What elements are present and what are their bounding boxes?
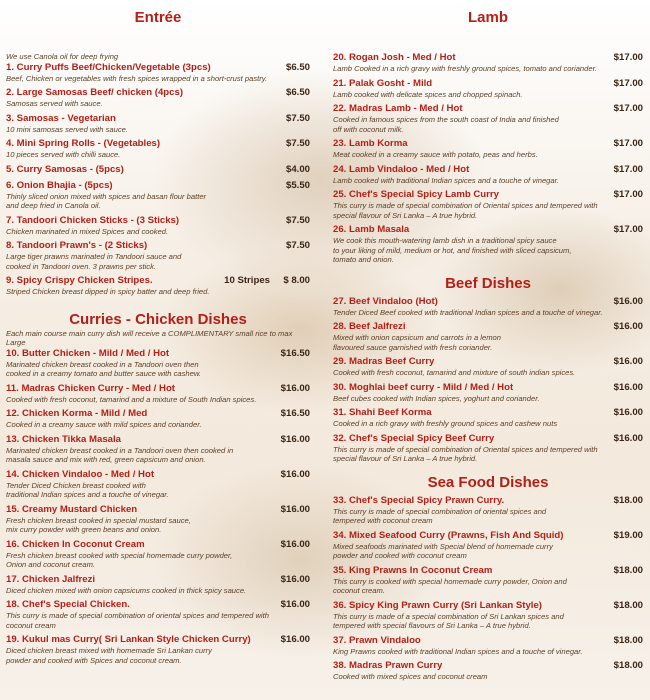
item-name: 15. Creamy Mustard Chicken bbox=[6, 503, 138, 515]
item-description: flavoured sauce garnished with fresh coriander. bbox=[333, 342, 493, 352]
item-description: Cooked with fresh coconut, tamarind and a mixture of South Indian spices. bbox=[6, 394, 257, 404]
menu-item bbox=[6, 504, 310, 535]
item-price: $16.00 bbox=[613, 321, 643, 332]
menu-item bbox=[6, 599, 310, 630]
item-name: 30. Moghlai beef curry - Mild / Med / Hot bbox=[333, 381, 514, 393]
item-description: Striped Chicken breast dipped in spicy batter and deep fried. bbox=[6, 287, 210, 296]
item-description: 10 pieces served with chilli sauce. bbox=[6, 150, 121, 159]
left-column bbox=[6, 0, 310, 665]
item-description: 10 mini samosas served with sauce. bbox=[6, 124, 128, 134]
item-price: $16.00 bbox=[613, 356, 643, 367]
item-price: $18.00 bbox=[613, 599, 643, 611]
beef-list bbox=[333, 296, 643, 464]
item-description: Diced chicken breast mixed with homemade Sri Lankan curry bbox=[6, 646, 212, 655]
item-price: $16.00 bbox=[280, 503, 310, 515]
menu-item bbox=[333, 495, 643, 526]
item-description: tempered with special flavours of Sri Lanka – A true hybrid. bbox=[333, 621, 531, 630]
item-price: $16.00 bbox=[280, 599, 310, 610]
menu-item bbox=[6, 215, 310, 237]
item-name: 9. Spicy Crispy Chicken Stripes. bbox=[6, 275, 153, 286]
item-description: Lamb Cooked in a rich gravy with freshly ground spices, tomato and coriander. bbox=[333, 64, 597, 73]
menu-item bbox=[6, 383, 310, 405]
item-description: special flavour of Sri Lanka – A true hybrid. bbox=[333, 210, 478, 220]
item-price: $16.00 bbox=[280, 538, 310, 550]
item-description: Tender Diced Chicken breast cooked with bbox=[6, 480, 146, 490]
item-description: Onion and coconut cream. bbox=[6, 560, 96, 569]
item-price: $7.50 bbox=[285, 112, 310, 124]
lamb-heading: Lamb bbox=[467, 9, 508, 26]
item-description: and deep fried in Canola oil. bbox=[6, 201, 101, 210]
item-name: 14. Chicken Vindaloo - Med / Hot bbox=[6, 468, 155, 480]
item-price: $17.00 bbox=[613, 189, 643, 200]
item-price: $18.00 bbox=[613, 494, 643, 506]
item-description: Mixed seafoods marinated with Special blend of homemade curry bbox=[333, 541, 553, 551]
menu-item bbox=[333, 189, 643, 220]
item-price: $16.00 bbox=[280, 573, 310, 585]
item-price: $16.00 bbox=[613, 381, 643, 393]
item-description: This curry is made of a special combination of Sri Lankan spices and bbox=[333, 611, 564, 621]
item-price: $17.00 bbox=[613, 103, 643, 114]
item-name: 21. Palak Gosht - Mild bbox=[333, 77, 433, 89]
item-price: $16.00 bbox=[280, 634, 310, 645]
menu-item bbox=[333, 530, 643, 561]
item-description: Beef, Chicken or vegetables with fresh spices wrapped in a short-crust pastry. bbox=[6, 73, 268, 83]
item-description: off with coconut milk. bbox=[333, 124, 404, 134]
item-price: $4.00 bbox=[285, 163, 310, 175]
item-description: This curry is cooked with special homemade curry powder, Onion and bbox=[333, 576, 567, 586]
item-name: 27. Beef Vindaloo (Hot) bbox=[333, 295, 438, 307]
curries-heading: Curries - Chicken Dishes bbox=[69, 310, 247, 328]
item-price: $7.50 bbox=[285, 240, 310, 251]
menu-item bbox=[333, 52, 643, 74]
item-name: 2. Large Samosas Beef/ chicken (4pcs) bbox=[6, 87, 184, 98]
item-price: $16.00 bbox=[613, 295, 643, 307]
item-name: 17. Chicken Jalfrezi bbox=[6, 573, 96, 585]
item-name: 19. Kukul mas Curry( Sri Lankan Style Chicken Curry) bbox=[6, 634, 251, 645]
item-description: powder and cooked with Spices and coconut cream. bbox=[6, 655, 182, 665]
item-price: $17.00 bbox=[613, 52, 643, 63]
menu-item bbox=[6, 469, 310, 500]
item-price: $17.00 bbox=[613, 77, 643, 89]
item-price: $7.50 bbox=[285, 214, 310, 226]
item-description: Fresh chicken breast cooked in special mustard sauce, bbox=[6, 515, 191, 525]
menu-item bbox=[6, 240, 310, 271]
item-name: 26. Lamb Masala bbox=[333, 224, 410, 235]
item-price: $18.00 bbox=[613, 660, 643, 671]
item-description: cooked in a creamy tomato and butter sauce with cashew. bbox=[6, 369, 202, 378]
item-description: traditional Indian spices and a touche of vinegar. bbox=[6, 490, 169, 499]
item-price: $18.00 bbox=[613, 564, 643, 576]
lamb-list bbox=[333, 52, 643, 265]
beef-heading: Beef Dishes bbox=[445, 274, 531, 292]
item-description: Cooked with fresh coconut, tamarind and mixture of south indian spices. bbox=[333, 368, 576, 377]
item-price: $6.50 bbox=[285, 61, 310, 73]
item-name: 5. Curry Samosas - (5pcs) bbox=[6, 163, 124, 175]
item-description: Large tiger prawns marinated in Tandoori sauce and bbox=[6, 252, 182, 261]
right-column bbox=[333, 0, 643, 682]
menu-item bbox=[6, 539, 310, 570]
menu-item bbox=[333, 164, 643, 186]
item-name: 32. Chef's Special Spicy Beef Curry bbox=[333, 432, 495, 444]
item-description: This curry is made of special combination of Oriental spices and tempered with bbox=[333, 201, 598, 210]
item-name: 4. Mini Spring Rolls - (Vegetables) bbox=[6, 138, 161, 149]
item-description: Fresh chicken breast cooked with special homemade curry powder, bbox=[6, 550, 233, 560]
menu-item bbox=[6, 62, 310, 84]
menu-item bbox=[333, 433, 643, 464]
item-name: 16. Chicken In Coconut Cream bbox=[6, 538, 145, 550]
menu-item bbox=[333, 407, 643, 429]
menu-item bbox=[333, 382, 643, 404]
item-name: 6. Onion Bhajia - (5pcs) bbox=[6, 179, 113, 191]
item-description: Lamb cooked with delicate spices and chopped spinach. bbox=[333, 89, 523, 99]
menu-item bbox=[333, 103, 643, 134]
item-description: Cooked in a creamy sauce with mild spices and coriander. bbox=[6, 420, 202, 429]
item-description: This curry is made of special combination of oriental spices and tempered with bbox=[6, 611, 269, 620]
entree-list bbox=[6, 62, 310, 297]
item-price: $5.50 bbox=[285, 179, 310, 191]
menu-item bbox=[333, 296, 643, 318]
menu-item bbox=[333, 660, 643, 682]
item-description: King Prawns cooked with traditional Indian spices and a touche of vinegar. bbox=[333, 646, 583, 656]
item-description: Cooked with mixed spices and coconut cream bbox=[333, 672, 488, 681]
menu-item bbox=[333, 565, 643, 596]
item-price: $16.50 bbox=[280, 408, 310, 419]
item-description: Cooked in a rich gravy with freshly ground spices and cashew nuts bbox=[333, 419, 558, 428]
item-name: 7. Tandoori Chicken Sticks - (3 Sticks) bbox=[6, 214, 180, 226]
entree-heading: Entrée bbox=[134, 9, 182, 26]
item-description: Diced chicken mixed with onion capsicums cooked in thick spicy sauce. bbox=[6, 585, 247, 595]
item-name: 25. Chef's Special Spicy Lamb Curry bbox=[333, 189, 499, 200]
item-description: tomato and onion. bbox=[333, 255, 394, 264]
item-name: 3. Samosas - Vegetarian bbox=[6, 112, 116, 124]
item-description: cooked in Tandoori oven. 3 prawns per stick. bbox=[6, 261, 156, 271]
item-name: 29. Madras Beef Curry bbox=[333, 356, 435, 367]
item-name: 13. Chicken Tikka Masala bbox=[6, 433, 122, 445]
item-name: 31. Shahi Beef Korma bbox=[333, 407, 432, 418]
item-description: Samosas served with sauce. bbox=[6, 99, 103, 108]
item-description: Meat cooked in a creamy sauce with potato, peas and herbs. bbox=[333, 150, 538, 159]
item-name: 23. Lamb Korma bbox=[333, 138, 408, 149]
item-name: 22. Madras Lamb - Med / Hot bbox=[333, 103, 463, 114]
item-name: 28. Beef Jalfrezi bbox=[333, 321, 406, 332]
item-name: 34. Mixed Seafood Curry (Prawns, Fish And Squid) bbox=[333, 529, 564, 541]
item-description: tempered with coconut cream bbox=[333, 516, 433, 525]
menu-item bbox=[6, 138, 310, 160]
seafood-heading: Sea Food Dishes bbox=[427, 473, 549, 491]
item-name: 33. Chef's Special Spicy Prawn Curry. bbox=[333, 494, 505, 506]
item-description: Beef cubes cooked with Indian spices, yoghurt and coriander. bbox=[333, 393, 540, 403]
item-name: 38. Madras Prawn Curry bbox=[333, 660, 443, 671]
item-price: $ 8.00 bbox=[283, 275, 310, 286]
menu-item bbox=[333, 78, 643, 100]
item-price: $6.50 bbox=[285, 87, 310, 98]
item-name: 11. Madras Chicken Curry - Med / Hot bbox=[6, 382, 176, 394]
item-price: $17.00 bbox=[613, 224, 643, 235]
item-description: Marinated chicken breast cooked in a Tandoori oven then bbox=[6, 359, 199, 369]
entree-note: We use Canola oil for deep frying bbox=[6, 52, 119, 61]
item-description: Mixed with onion capsicum and carrots in a lemon bbox=[333, 333, 501, 342]
menu-item bbox=[6, 164, 310, 176]
item-description: This curry is made of special combination of Oriental spices and tempered with bbox=[333, 444, 598, 454]
item-description: Lamb cooked with traditional Indian spices and a touche of vinegar. bbox=[333, 175, 559, 185]
item-name: 36. Spicy King Prawn Curry (Sri Lankan Style) bbox=[333, 599, 542, 611]
item-description: Cooked in famous spices from the south coast of India and finished bbox=[333, 115, 559, 124]
item-name: 1. Curry Puffs Beef/Chicken/Vegetable (3pcs) bbox=[6, 61, 211, 73]
item-description: Thinly sliced onion mixed with spices and basan flour batter bbox=[6, 191, 207, 201]
menu-item bbox=[333, 600, 643, 631]
item-price: $17.00 bbox=[613, 163, 643, 175]
item-description: Marinated chicken breast cooked in a Tandoori oven then cooked in bbox=[6, 445, 234, 455]
item-portion: 10 Stripes bbox=[224, 275, 270, 286]
menu-item bbox=[6, 275, 310, 297]
seafood-list bbox=[333, 495, 643, 682]
item-price: $18.00 bbox=[613, 634, 643, 646]
item-name: 37. Prawn Vindaloo bbox=[333, 634, 421, 646]
item-name: 35. King Prawns In Coconut Cream bbox=[333, 564, 493, 576]
menu-item bbox=[6, 574, 310, 596]
item-name: 20. Rogan Josh - Med / Hot bbox=[333, 52, 456, 63]
item-name: 24. Lamb Vindaloo - Med / Hot bbox=[333, 163, 470, 175]
item-price: $16.00 bbox=[280, 433, 310, 445]
curries-list bbox=[6, 348, 310, 666]
menu-item bbox=[333, 321, 643, 352]
item-description: mix curry powder with green beans and onion. bbox=[6, 525, 162, 534]
item-price: $16.00 bbox=[613, 407, 643, 418]
item-description: Chicken marinated in mixed Spices and cooked. bbox=[6, 226, 169, 236]
item-description: masala sauce and mix with red, green capsicum and onion. bbox=[6, 455, 206, 464]
menu-item bbox=[333, 635, 643, 657]
item-description: We cook this mouth-watering lamb dish in a traditional spicy sauce bbox=[333, 236, 557, 245]
menu-item bbox=[6, 87, 310, 109]
item-price: $7.50 bbox=[285, 138, 310, 149]
menu-item bbox=[6, 348, 310, 379]
item-price: $19.00 bbox=[613, 529, 643, 541]
menu-item bbox=[333, 138, 643, 160]
item-description: coconut cream bbox=[6, 620, 56, 630]
item-description: special flavour of Sri Lanka – A true hybrid. bbox=[333, 454, 478, 463]
menu-item bbox=[6, 180, 310, 211]
curries-note: Each main course main curry dish will receive a COMPLIMENTARY small rice to max Large bbox=[6, 328, 293, 347]
item-name: 18. Chef's Special Chicken. bbox=[6, 599, 130, 610]
item-price: $16.00 bbox=[613, 432, 643, 444]
menu-item bbox=[6, 408, 310, 430]
item-name: 8. Tandoori Prawn's - (2 Sticks) bbox=[6, 240, 148, 251]
item-description: This curry is made of special combination of oriental spices and bbox=[333, 506, 547, 516]
item-description: Tender Diced Beef cooked with traditional Indian spices and a touche of vinegar. bbox=[333, 307, 603, 317]
item-price: $16.50 bbox=[280, 347, 310, 359]
item-description: powder and cooked with coconut cream bbox=[333, 551, 467, 560]
item-description: coconut cream. bbox=[333, 586, 385, 595]
menu-item bbox=[6, 434, 310, 465]
menu-item bbox=[6, 113, 310, 135]
menu-item bbox=[333, 224, 643, 265]
menu-item bbox=[333, 356, 643, 378]
item-price: $16.00 bbox=[280, 382, 310, 394]
item-name: 12. Chicken Korma - Mild / Med bbox=[6, 408, 148, 419]
item-name: 10. Butter Chicken - Mild / Med / Hot bbox=[6, 347, 170, 359]
item-price: $17.00 bbox=[613, 138, 643, 149]
item-price: $16.00 bbox=[280, 468, 310, 480]
menu-item bbox=[6, 634, 310, 665]
item-description: to your liking of mild, medium or hot, and finished with sliced capsicum, bbox=[333, 245, 572, 255]
